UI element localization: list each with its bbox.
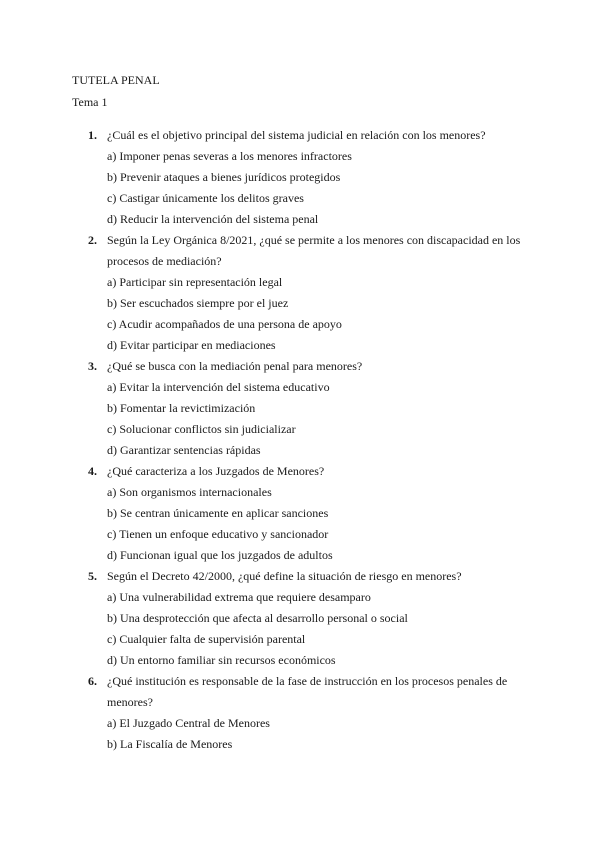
question-text: Según el Decreto 42/2000, ¿qué define la situación de riesgo en menores? — [107, 569, 462, 583]
question-text: ¿Cuál es el objetivo principal del sistema judicial en relación con los menores? — [107, 128, 486, 142]
answer-option-a: a) Participar sin representación legal — [107, 275, 283, 289]
answer-option-d: d) Reducir la intervención del sistema penal — [107, 212, 319, 226]
question-text: ¿Qué caracteriza a los Juzgados de Menores? — [107, 464, 325, 478]
answer-option-a: a) Imponer penas severas a los menores infractores — [107, 149, 352, 163]
answer-option-b: b) Se centran únicamente en aplicar sanciones — [107, 506, 329, 520]
question-number: 2. — [88, 233, 97, 247]
document-subtitle: Tema 1 — [72, 95, 108, 109]
question-3 — [72, 356, 532, 461]
answer-option-b: b) Prevenir ataques a bienes jurídicos protegidos — [107, 170, 341, 184]
question-number: 6. — [88, 674, 97, 688]
answer-option-c: c) Tienen un enfoque educativo y sancionador — [107, 527, 329, 541]
answer-option-a: a) Una vulnerabilidad extrema que requiere desamparo — [107, 590, 371, 604]
answer-option-b: b) Una desprotección que afecta al desarrollo personal o social — [107, 611, 408, 625]
question-5 — [72, 566, 532, 671]
answer-option-d: d) Garantizar sentencias rápidas — [107, 443, 261, 457]
question-6 — [72, 671, 532, 755]
question-text: ¿Qué institución es responsable de la fase de instrucción en los procesos penales de menores? — [107, 674, 508, 709]
answer-option-c: c) Acudir acompañados de una persona de apoyo — [107, 317, 342, 331]
question-number: 3. — [88, 359, 97, 373]
question-number: 4. — [88, 464, 97, 478]
answer-option-c: c) Solucionar conflictos sin judicializar — [107, 422, 296, 436]
answer-option-a: a) Evitar la intervención del sistema educativo — [107, 380, 330, 394]
answer-option-c: c) Castigar únicamente los delitos graves — [107, 191, 304, 205]
answer-option-a: a) El Juzgado Central de Menores — [107, 716, 270, 730]
question-4 — [72, 461, 532, 566]
answer-option-d: d) Funcionan igual que los juzgados de adultos — [107, 548, 333, 562]
question-list — [72, 125, 532, 755]
answer-option-a: a) Son organismos internacionales — [107, 485, 272, 499]
document-title: TUTELA PENAL — [72, 73, 160, 87]
question-text: Según la Ley Orgánica 8/2021, ¿qué se permite a los menores con discapacidad en los procesos de mediación? — [107, 233, 521, 268]
question-1 — [72, 125, 532, 230]
question-2 — [72, 230, 532, 356]
answer-option-b: b) La Fiscalía de Menores — [107, 737, 233, 751]
answer-option-d: d) Un entorno familiar sin recursos económicos — [107, 653, 336, 667]
question-number: 1. — [88, 128, 97, 142]
answer-option-d: d) Evitar participar en mediaciones — [107, 338, 276, 352]
answer-option-c: c) Cualquier falta de supervisión parental — [107, 632, 306, 646]
answer-option-b: b) Fomentar la revictimización — [107, 401, 256, 415]
question-text: ¿Qué se busca con la mediación penal para menores? — [107, 359, 363, 373]
question-number: 5. — [88, 569, 97, 583]
answer-option-b: b) Ser escuchados siempre por el juez — [107, 296, 289, 310]
